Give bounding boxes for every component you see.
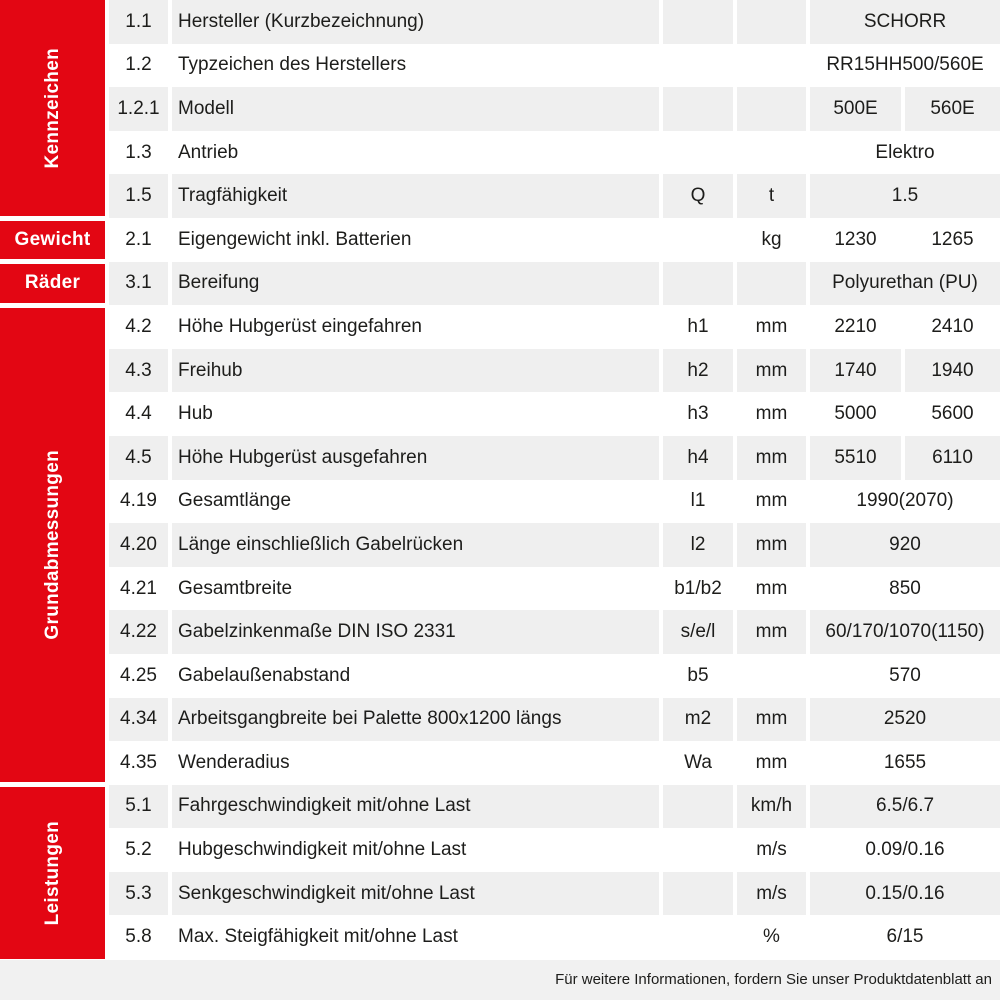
row-unit: mm xyxy=(737,349,806,393)
table-row xyxy=(109,523,1000,567)
row-value-560e: 2410 xyxy=(905,305,1000,349)
row-description: Gesamtlänge xyxy=(172,480,659,524)
row-unit xyxy=(737,44,806,88)
row-unit: mm xyxy=(737,610,806,654)
category-gewicht xyxy=(0,221,105,260)
row-symbol: h4 xyxy=(663,436,733,480)
row-symbol: l1 xyxy=(663,480,733,524)
row-description: Arbeitsgangbreite bei Palette 800x1200 längs xyxy=(172,698,659,742)
row-value: 2520 xyxy=(810,698,1000,742)
row-symbol: Wa xyxy=(663,741,733,785)
row-number: 2.1 xyxy=(109,218,168,262)
row-unit xyxy=(737,654,806,698)
row-number: 3.1 xyxy=(109,262,168,306)
table-row xyxy=(109,87,1000,131)
row-description: Gesamtbreite xyxy=(172,567,659,611)
row-number: 5.8 xyxy=(109,915,168,959)
footer-note-bar xyxy=(0,960,1000,1000)
row-number: 4.19 xyxy=(109,480,168,524)
category-label: Grundabmessungen xyxy=(41,450,63,640)
table-row xyxy=(109,305,1000,349)
row-unit: m/s xyxy=(737,828,806,872)
category-kennzeichen xyxy=(0,0,105,216)
row-value: 0.15/0.16 xyxy=(810,872,1000,916)
row-description: Senkgeschwindigkeit mit/ohne Last xyxy=(172,872,659,916)
row-value: 6/15 xyxy=(810,915,1000,959)
row-description: Fahrgeschwindigkeit mit/ohne Last xyxy=(172,785,659,829)
row-number: 1.5 xyxy=(109,174,168,218)
row-number: 4.25 xyxy=(109,654,168,698)
row-number: 1.2.1 xyxy=(109,87,168,131)
row-unit: m/s xyxy=(737,872,806,916)
table-row xyxy=(109,872,1000,916)
row-symbol xyxy=(663,262,733,306)
table-row xyxy=(109,828,1000,872)
row-unit xyxy=(737,0,806,44)
row-number: 5.1 xyxy=(109,785,168,829)
row-value-500e: 1740 xyxy=(810,349,901,393)
table-row xyxy=(109,741,1000,785)
row-number: 5.3 xyxy=(109,872,168,916)
row-description: Gabelaußenabstand xyxy=(172,654,659,698)
row-unit: mm xyxy=(737,392,806,436)
row-unit: mm xyxy=(737,741,806,785)
table-row xyxy=(109,0,1000,44)
row-number: 4.35 xyxy=(109,741,168,785)
row-description: Eigengewicht inkl. Batterien xyxy=(172,218,659,262)
row-number: 4.2 xyxy=(109,305,168,349)
row-number: 4.34 xyxy=(109,698,168,742)
row-symbol: s/e/l xyxy=(663,610,733,654)
row-unit: mm xyxy=(737,523,806,567)
row-symbol xyxy=(663,915,733,959)
table-row xyxy=(109,654,1000,698)
table-row xyxy=(109,131,1000,175)
row-value-500e: 500E xyxy=(810,87,901,131)
category-label: Leistungen xyxy=(41,821,63,926)
row-value: Polyurethan (PU) xyxy=(810,262,1000,306)
row-symbol: l2 xyxy=(663,523,733,567)
row-value: 6.5/6.7 xyxy=(810,785,1000,829)
category-label: Gewicht xyxy=(14,228,91,250)
row-value: 0.09/0.16 xyxy=(810,828,1000,872)
row-description: Wenderadius xyxy=(172,741,659,785)
category-sidebar xyxy=(0,0,105,959)
row-symbol: b5 xyxy=(663,654,733,698)
row-value-560e: 5600 xyxy=(905,392,1000,436)
row-value-500e: 2210 xyxy=(810,305,901,349)
row-symbol xyxy=(663,828,733,872)
row-value: 1.5 xyxy=(810,174,1000,218)
row-number: 1.2 xyxy=(109,44,168,88)
row-value: 60/170/1070(1150) xyxy=(810,610,1000,654)
row-number: 4.21 xyxy=(109,567,168,611)
row-unit xyxy=(737,87,806,131)
table-row xyxy=(109,262,1000,306)
row-description: Länge einschließlich Gabelrücken xyxy=(172,523,659,567)
table-row xyxy=(109,785,1000,829)
row-description: Freihub xyxy=(172,349,659,393)
table-row xyxy=(109,174,1000,218)
row-unit: mm xyxy=(737,305,806,349)
row-unit: mm xyxy=(737,436,806,480)
row-symbol xyxy=(663,872,733,916)
category-label: Kennzeichen xyxy=(41,47,63,168)
row-value: 1655 xyxy=(810,741,1000,785)
row-unit: mm xyxy=(737,698,806,742)
table-row xyxy=(109,436,1000,480)
row-symbol xyxy=(663,131,733,175)
row-number: 1.3 xyxy=(109,131,168,175)
row-value: RR15HH500/560E xyxy=(810,44,1000,88)
table-row xyxy=(109,392,1000,436)
row-description: Höhe Hubgerüst eingefahren xyxy=(172,305,659,349)
row-unit: % xyxy=(737,915,806,959)
table-row xyxy=(109,44,1000,88)
row-description: Hersteller (Kurzbezeichnung) xyxy=(172,0,659,44)
row-description: Bereifung xyxy=(172,262,659,306)
row-value-500e: 5510 xyxy=(810,436,901,480)
row-unit xyxy=(737,262,806,306)
row-value: 920 xyxy=(810,523,1000,567)
row-symbol xyxy=(663,44,733,88)
row-number: 4.5 xyxy=(109,436,168,480)
row-number: 4.3 xyxy=(109,349,168,393)
table-row xyxy=(109,349,1000,393)
row-symbol: Q xyxy=(663,174,733,218)
row-symbol: h3 xyxy=(663,392,733,436)
row-value: 850 xyxy=(810,567,1000,611)
row-symbol: b1/b2 xyxy=(663,567,733,611)
row-description: Gabelzinkenmaße DIN ISO 2331 xyxy=(172,610,659,654)
row-description: Typzeichen des Herstellers xyxy=(172,44,659,88)
row-number: 4.20 xyxy=(109,523,168,567)
row-description: Max. Steigfähigkeit mit/ohne Last xyxy=(172,915,659,959)
row-unit: km/h xyxy=(737,785,806,829)
row-unit: mm xyxy=(737,567,806,611)
row-symbol xyxy=(663,0,733,44)
row-number: 4.4 xyxy=(109,392,168,436)
table-row xyxy=(109,218,1000,262)
row-unit xyxy=(737,131,806,175)
table-row xyxy=(109,567,1000,611)
row-description: Modell xyxy=(172,87,659,131)
row-value: SCHORR xyxy=(810,0,1000,44)
row-symbol: m2 xyxy=(663,698,733,742)
table-row xyxy=(109,915,1000,959)
row-value-500e: 1230 xyxy=(810,218,901,262)
row-value: 570 xyxy=(810,654,1000,698)
footer-note: Für weitere Informationen, fordern Sie unser Produktdatenblatt an xyxy=(555,971,992,989)
category-label: Räder xyxy=(24,272,81,294)
row-symbol xyxy=(663,785,733,829)
row-value-560e: 1265 xyxy=(905,218,1000,262)
category-grundabmessungen xyxy=(0,308,105,783)
row-unit: t xyxy=(737,174,806,218)
table-row xyxy=(109,698,1000,742)
table-row xyxy=(109,610,1000,654)
table-rows xyxy=(109,0,1000,959)
row-description: Hub xyxy=(172,392,659,436)
row-number: 1.1 xyxy=(109,0,168,44)
row-description: Hubgeschwindigkeit mit/ohne Last xyxy=(172,828,659,872)
row-symbol xyxy=(663,218,733,262)
row-symbol: h1 xyxy=(663,305,733,349)
row-value-560e: 1940 xyxy=(905,349,1000,393)
row-symbol: h2 xyxy=(663,349,733,393)
row-value: 1990(2070) xyxy=(810,480,1000,524)
row-symbol xyxy=(663,87,733,131)
category-raeder xyxy=(0,264,105,303)
row-description: Tragfähigkeit xyxy=(172,174,659,218)
row-value-500e: 5000 xyxy=(810,392,901,436)
category-leistungen xyxy=(0,787,105,959)
row-value-560e: 560E xyxy=(905,87,1000,131)
row-number: 4.22 xyxy=(109,610,168,654)
table-row xyxy=(109,480,1000,524)
row-description: Antrieb xyxy=(172,131,659,175)
row-number: 5.2 xyxy=(109,828,168,872)
row-unit: kg xyxy=(737,218,806,262)
row-unit: mm xyxy=(737,480,806,524)
row-description: Höhe Hubgerüst ausgefahren xyxy=(172,436,659,480)
row-value-560e: 6110 xyxy=(905,436,1000,480)
row-value: Elektro xyxy=(810,131,1000,175)
